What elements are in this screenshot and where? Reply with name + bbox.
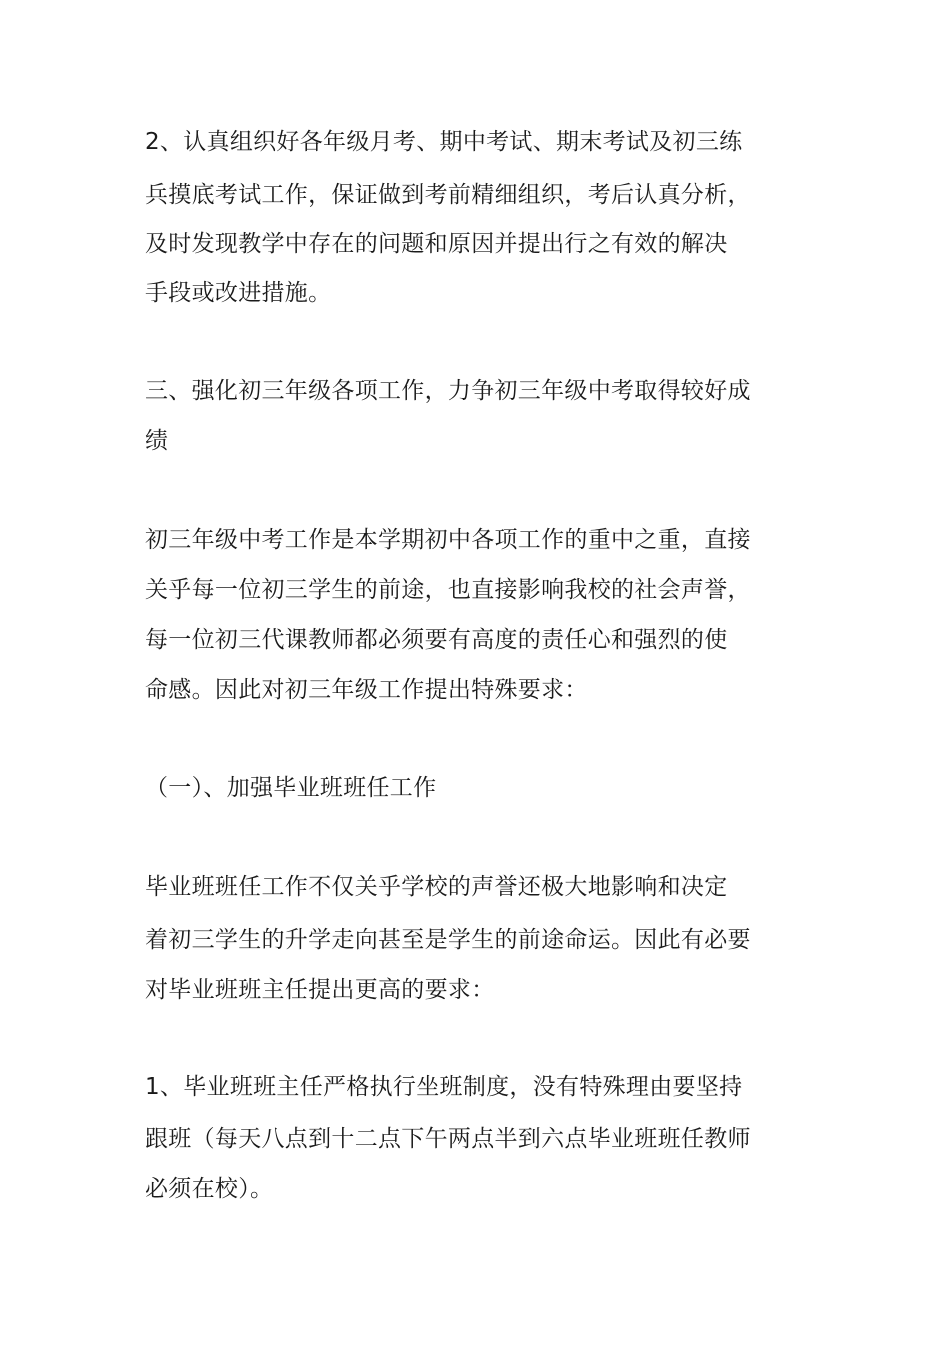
text-line: 对毕业班班主任提出更高的要求：	[145, 977, 495, 1003]
text-line: 跟班（每天八点到十二点下午两点半到六点毕业班班任教师	[145, 1126, 751, 1152]
text-line: 毕业班班任工作不仅关乎学校的声誉还极大地影响和决定	[145, 874, 728, 900]
text-line: 绩	[145, 428, 169, 454]
text-line: 及时发现教学中存在的问题和原因并提出行之有效的解决	[145, 231, 728, 257]
text-line: 命感。因此对初三年级工作提出特殊要求：	[145, 677, 588, 703]
text-line: 2、认真组织好各年级月考、期中考试、期末考试及初三练	[145, 129, 743, 155]
text-line: 关乎每一位初三学生的前途，也直接影响我校的社会声誉，	[145, 577, 751, 603]
text-line: 初三年级中考工作是本学期初中各项工作的重中之重，直接	[145, 527, 751, 553]
text-line: 兵摸底考试工作，保证做到考前精细组织，考后认真分析，	[145, 182, 751, 208]
text-line: 必须在校）。	[145, 1176, 274, 1202]
text-line: 手段或改进措施。	[145, 280, 332, 306]
text-line: 每一位初三代课教师都必须要有高度的责任心和强烈的使	[145, 627, 728, 653]
text-line: 着初三学生的升学走向甚至是学生的前途命运。因此有必要	[145, 927, 751, 953]
text-line: （一）、加强毕业班班任工作	[145, 775, 437, 801]
text-line: 1、毕业班班主任严格执行坐班制度，没有特殊理由要坚持	[145, 1074, 743, 1100]
text-line: 三、强化初三年级各项工作，力争初三年级中考取得较好成	[145, 378, 751, 404]
